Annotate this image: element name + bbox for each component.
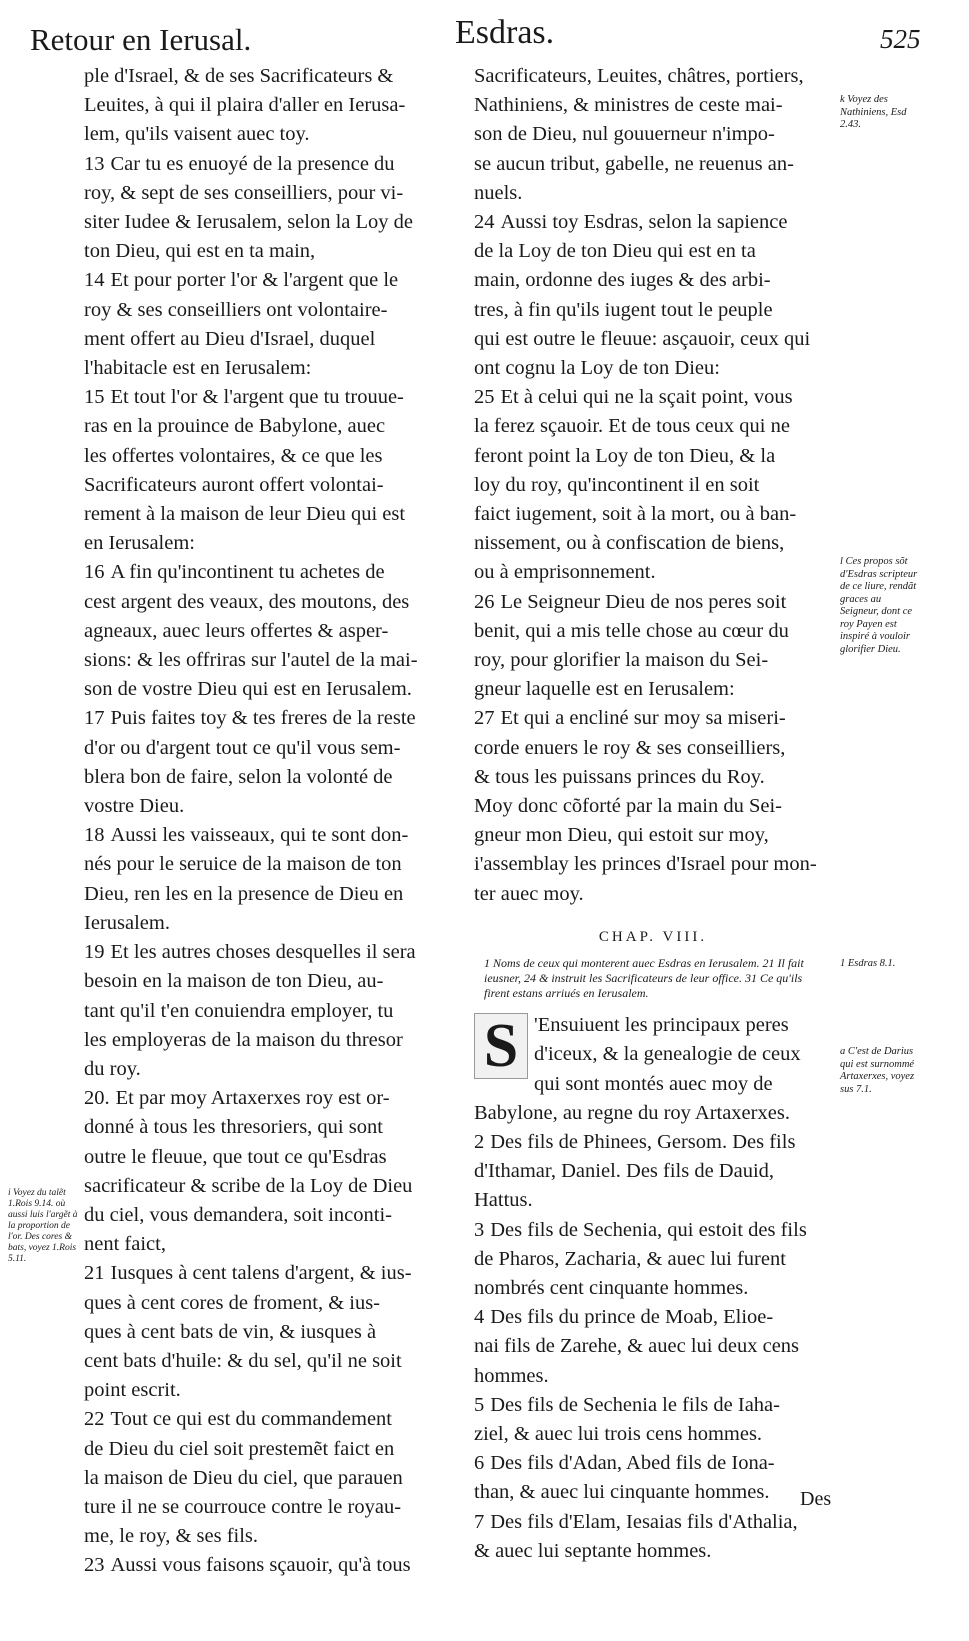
- text-line: [84, 1551, 440, 1580]
- text-line: [474, 1245, 832, 1274]
- verse-number: 13: [84, 152, 105, 175]
- text-line: [84, 938, 440, 967]
- left-verse: [84, 558, 440, 704]
- text-line: [84, 1464, 440, 1493]
- verse-text: nuels.: [474, 181, 523, 204]
- margin-note-a: a C'est de Darius qui est surnommé Artaxerxes, voyez sus 7.1.: [840, 1046, 915, 1095]
- text-line: [474, 558, 832, 587]
- book-title: Esdras.: [455, 14, 555, 51]
- verse-text: les employeras de la maison du thresor: [84, 1028, 403, 1051]
- verse-number: 16: [84, 561, 105, 584]
- right-verses: [474, 62, 832, 909]
- verse-number: 22: [84, 1408, 105, 1431]
- text-line: [84, 1405, 440, 1434]
- verse-number: 18: [84, 824, 105, 847]
- text-line: [84, 208, 440, 237]
- text-line: [474, 91, 832, 120]
- text-line: [534, 1040, 832, 1069]
- text-line: [474, 880, 832, 909]
- text-line: [474, 1274, 832, 1303]
- verse-number: 26: [474, 590, 495, 613]
- verse-text: Des fils de Sechenia, qui estoit des fils: [490, 1218, 807, 1241]
- margin-note-1: 1 Esdras 8.1.: [840, 958, 896, 969]
- verse-text: than, & auec lui cinquante hommes.: [474, 1481, 770, 1504]
- text-line: [474, 675, 832, 704]
- text-line: [474, 1449, 832, 1478]
- verse-text: Des fils d'Elam, Iesaias fils d'Athalia,: [490, 1510, 798, 1533]
- text-line: [474, 821, 832, 850]
- text-line: [84, 1289, 440, 1318]
- verse-text: Aussi toy Esdras, selon la sapience: [500, 211, 788, 234]
- verse-text: ple d'Israel, & de ses Sacrificateurs &: [84, 65, 394, 87]
- right-verse: [474, 383, 832, 587]
- text-line: [84, 675, 440, 704]
- verse-text: sacrificateur & scribe de la Loy de Dieu: [84, 1174, 413, 1197]
- text-line: [84, 1143, 440, 1172]
- verse-text: ques à cent cores de froment, & ius-: [84, 1291, 381, 1314]
- verse-text: roy, & sept de ses conseilliers, pour vi-: [84, 181, 404, 204]
- text-line: [84, 1435, 440, 1464]
- verse-text: gneur mon Dieu, qui estoit sur moy,: [474, 824, 769, 847]
- verse-text: feront point la Loy de ton Dieu, & la: [474, 444, 776, 467]
- verse-text: gneur laquelle est en Ierusalem:: [474, 678, 735, 701]
- verse-text: tres, à fin qu'ils iugent tout le peuple: [474, 298, 773, 321]
- verse-text: roy, pour glorifier la maison du Sei-: [474, 649, 769, 672]
- text-line: [84, 529, 440, 558]
- verse-text: A fin qu'incontinent tu achetes de: [110, 561, 385, 584]
- verse-text: Et par moy Artaxerxes roy est or-: [115, 1087, 390, 1110]
- text-line: [84, 997, 440, 1026]
- verse-text: les offertes volontaires, & ce que les: [84, 444, 383, 467]
- verse-text: de la Loy de ton Dieu qui est en ta: [474, 240, 756, 263]
- text-line: [474, 62, 832, 91]
- chapter-verse: [474, 1391, 832, 1449]
- text-line: [84, 354, 440, 383]
- text-line: [84, 1522, 440, 1551]
- verse-number: 3: [474, 1218, 485, 1241]
- text-line: [84, 1230, 440, 1259]
- text-line: [84, 1201, 440, 1230]
- text-line: [474, 412, 832, 441]
- verse-text: me, le roy, & ses fils.: [84, 1525, 259, 1548]
- chapter-verse: [474, 1303, 832, 1391]
- verse-text: Sacrificateurs auront offert volontai-: [84, 473, 384, 496]
- text-line: [474, 1157, 832, 1186]
- right-verse: [474, 208, 832, 383]
- right-verse: [474, 62, 832, 208]
- margin-note-k: k Voyez des Nathiniens, Esd 2.43.: [840, 94, 907, 130]
- text-line: [474, 1186, 832, 1215]
- verse-text: d'or ou d'argent tout ce qu'il vous sem-: [84, 736, 401, 759]
- text-line: [84, 62, 440, 91]
- text-line: [84, 734, 440, 763]
- text-line: [84, 296, 440, 325]
- text-line: [84, 558, 440, 587]
- text-line: [84, 383, 440, 412]
- verse-text: Moy donc cõforté par la main du Sei-: [474, 795, 782, 818]
- text-line: [84, 909, 440, 938]
- left-verse: [84, 1405, 440, 1551]
- text-line: [84, 792, 440, 821]
- verse-text: i'assemblay les princes d'Israel pour mon-: [474, 853, 817, 876]
- chapter-verses: [474, 1011, 832, 1566]
- verse-number: 15: [84, 386, 105, 409]
- text-line: [84, 412, 440, 441]
- text-line: [474, 325, 832, 354]
- text-line: [84, 646, 440, 675]
- verse-text: Des fils de Sechenia le fils de Iaha-: [490, 1393, 780, 1416]
- verse-text: outre le fleuue, que tout ce qu'Esdras: [84, 1145, 387, 1168]
- verse-number: 7: [474, 1510, 485, 1533]
- text-line: [534, 1011, 832, 1040]
- text-line: [84, 1055, 440, 1084]
- text-line: [84, 1493, 440, 1522]
- verse-text: Des fils du prince de Moab, Elioe-: [490, 1306, 774, 1329]
- verse-text: Dieu, ren les en la presence de Dieu en: [84, 882, 404, 905]
- verse-text: Des fils d'Adan, Abed fils de Iona-: [490, 1452, 775, 1475]
- verse-text: la ferez sçauoir. Et de tous ceux qui ne: [474, 415, 790, 438]
- text-line: [474, 266, 832, 295]
- verse-text: Hattus.: [474, 1189, 533, 1212]
- verse-text: d'Ithamar, Daniel. Des fils de Dauid,: [474, 1160, 775, 1183]
- verse-text: nombrés cent cinquante hommes.: [474, 1276, 749, 1299]
- text-line: [84, 763, 440, 792]
- text-line: [84, 179, 440, 208]
- verse-text: Sacrificateurs, Leuites, châtres, portiers,: [474, 65, 804, 87]
- text-line: [474, 1362, 832, 1391]
- verse-text: & tous les puissans princes du Roy.: [474, 765, 765, 788]
- verse-text: de Pharos, Zacharia, & auec lui furent: [474, 1247, 786, 1270]
- verse-text: Et à celui qui ne la sçait point, vous: [500, 386, 793, 409]
- verse-number: 19: [84, 941, 105, 964]
- text-line: [474, 1537, 832, 1566]
- text-line: [84, 967, 440, 996]
- chapter-verse: [474, 1216, 832, 1304]
- text-line: [84, 1084, 440, 1113]
- verse-text: nai fils de Zarehe, & auec lui deux cens: [474, 1335, 800, 1358]
- text-line: [84, 1026, 440, 1055]
- text-line: [84, 1172, 440, 1201]
- drop-cap: S: [474, 1013, 528, 1079]
- verse-text: loy du roy, qu'incontinent il en soit: [474, 473, 760, 496]
- verse-text: lem, qu'ils vaisent auec toy.: [84, 123, 310, 146]
- left-verse: [84, 821, 440, 938]
- verse-text: la maison de Dieu du ciel, que parauen: [84, 1466, 403, 1489]
- verse-text: tant qu'il t'en conuiendra employer, tu: [84, 999, 394, 1022]
- text-line: [84, 1259, 440, 1288]
- text-line: [474, 150, 832, 179]
- text-line: [534, 1070, 832, 1099]
- verse-text: qui est outre le fleuue: asçauoir, ceux qui: [474, 327, 811, 350]
- text-line: [474, 471, 832, 500]
- verse-text: ton Dieu, qui est en ta main,: [84, 240, 316, 263]
- left-verse: [84, 938, 440, 1084]
- verse-text: Tout ce qui est du commandement: [110, 1408, 393, 1431]
- verse-text: agneaux, auec leurs offertes & asper-: [84, 619, 389, 642]
- text-line: [474, 792, 832, 821]
- chapter-verse: [474, 1508, 832, 1566]
- text-line: [474, 354, 832, 383]
- text-line: [474, 208, 832, 237]
- text-line: [474, 1420, 832, 1449]
- text-line: [474, 763, 832, 792]
- text-line: [474, 850, 832, 879]
- verse-number: 17: [84, 707, 105, 730]
- verse-number: 14: [84, 269, 105, 292]
- verse-number: 2: [474, 1130, 485, 1153]
- verse-text: en Ierusalem:: [84, 532, 195, 555]
- verse-text: ter auec moy.: [474, 882, 584, 905]
- verse-text: Des fils de Phinees, Gersom. Des fils: [490, 1130, 796, 1153]
- verse-text: du roy.: [84, 1057, 141, 1080]
- left-column: [84, 62, 440, 1581]
- verse-text: ont cognu la Loy de ton Dieu:: [474, 357, 720, 380]
- right-column: [474, 62, 832, 1566]
- text-line: [474, 383, 832, 412]
- text-line: [84, 1347, 440, 1376]
- text-line: [84, 471, 440, 500]
- left-verse: [84, 266, 440, 383]
- text-line: [84, 617, 440, 646]
- text-line: [474, 529, 832, 558]
- text-line: [474, 1508, 832, 1537]
- chapter-summary: 1 Noms de ceux qui monterent auec Esdras en Ierusalem. 21 Il fait ieusner, 24 & instruit les Sacrificateurs de leur office. 31 Ce qu'ils firent estans arriués en Ierusalem.: [484, 956, 804, 1001]
- catchword: Des: [800, 1488, 832, 1510]
- running-head: [0, 14, 969, 64]
- verse-number: 27: [474, 707, 495, 730]
- verse-text: son de vostre Dieu qui est en Ierusalem.: [84, 678, 412, 701]
- verse-text: point escrit.: [84, 1379, 181, 1402]
- verse-text: ziel, & auec lui trois cens hommes.: [474, 1422, 763, 1445]
- verse-text: cent bats d'huile: & du sel, qu'il ne soit: [84, 1349, 402, 1372]
- text-line: [474, 1391, 832, 1420]
- text-line: [84, 588, 440, 617]
- text-line: [84, 821, 440, 850]
- verse-text: Et qui a encliné sur moy sa miseri-: [500, 707, 786, 730]
- verse-text: corde enuers le roy & ses conseilliers,: [474, 736, 786, 759]
- verse-text: besoin en la maison de ton Dieu, au-: [84, 970, 384, 993]
- text-line: [474, 296, 832, 325]
- verse-text: benit, qui a mis telle chose au cœur du: [474, 619, 789, 642]
- chapter-verse: [474, 1128, 832, 1216]
- text-line: [474, 734, 832, 763]
- text-line: [84, 237, 440, 266]
- verse-text: Aussi les vaisseaux, qui te sont don-: [110, 824, 409, 847]
- verse-text: rement à la maison de leur Dieu qui est: [84, 503, 406, 526]
- text-line: [84, 500, 440, 529]
- verse-text: Babylone, au regne du roy Artaxerxes.: [474, 1101, 790, 1124]
- verse-text: Et les autres choses desquelles il sera: [110, 941, 416, 964]
- text-line: [474, 617, 832, 646]
- chapter-verse: [474, 1449, 832, 1507]
- verse-number: 20.: [84, 1087, 110, 1110]
- verse-text: hommes.: [474, 1364, 549, 1387]
- verse-text: ras en la prouince de Babylone, auec: [84, 415, 386, 438]
- verse-text: Nathiniens, & ministres de ceste mai-: [474, 94, 783, 117]
- verse-text: ture il ne se courrouce contre le royau-: [84, 1495, 402, 1518]
- text-line: [474, 1128, 832, 1157]
- verse-text: Le Seigneur Dieu de nos peres soit: [500, 590, 787, 613]
- text-line: [474, 704, 832, 733]
- verse-text: ques à cent bats de vin, & iusques à: [84, 1320, 377, 1343]
- text-line: [84, 704, 440, 733]
- verse-number: 6: [474, 1452, 485, 1475]
- text-line: [84, 120, 440, 149]
- text-line: [474, 1216, 832, 1245]
- verse-text: & auec lui septante hommes.: [474, 1539, 712, 1562]
- verse-text: ment offert au Dieu d'Israel, duquel: [84, 327, 376, 350]
- verse-text: nissement, ou à confiscation de biens,: [474, 532, 785, 555]
- verse-text: Car tu es enuoyé de la presence du: [110, 152, 395, 175]
- text-line: [474, 442, 832, 471]
- verse-text: Et tout l'or & l'argent que tu trouue-: [110, 386, 404, 409]
- verse-text: nent faict,: [84, 1233, 166, 1256]
- verse-text: Et pour porter l'or & l'argent que le: [110, 269, 399, 292]
- verse-text: Ierusalem.: [84, 911, 170, 934]
- text-line: [84, 325, 440, 354]
- verse-text: ou à emprisonnement.: [474, 561, 656, 584]
- verse-number: 5: [474, 1393, 485, 1416]
- margin-note-l: l Ces propos sõt d'Esdras scripteur de ce liure, rendãt graces au Seigneur, dont ce roy Payen est inspiré à vouloir glorifier Dieu.: [840, 556, 918, 655]
- verse-number: 21: [84, 1262, 105, 1285]
- right-verse: [474, 704, 832, 908]
- text-line: [84, 1318, 440, 1347]
- left-verse: [84, 383, 440, 558]
- verse-text: Aussi vous faisons sçauoir, qu'à tous: [110, 1554, 411, 1577]
- verse-text: roy & ses conseilliers ont volontaire-: [84, 298, 388, 321]
- verse-text: sions: & les offriras sur l'autel de la mai-: [84, 649, 418, 672]
- text-line: [84, 442, 440, 471]
- verse-number: 23: [84, 1554, 105, 1577]
- text-line: [474, 237, 832, 266]
- left-verse: [84, 1551, 440, 1580]
- verse-text: Leuites, à qui il plaira d'aller en Ierusa-: [84, 94, 406, 117]
- verse-text: 'Ensuiuent les principaux peres: [534, 1014, 789, 1037]
- left-verse: [84, 1084, 440, 1259]
- verse-text: main, ordonne des iuges & des arbi-: [474, 269, 771, 292]
- text-line: [474, 120, 832, 149]
- verse-text: l'habitacle est en Ierusalem:: [84, 357, 312, 380]
- text-line: [474, 500, 832, 529]
- text-line: [474, 1332, 832, 1361]
- text-line: [474, 1099, 832, 1128]
- left-verse: [84, 704, 440, 821]
- verse-text: se aucun tribut, gabelle, ne reuenus an-: [474, 152, 794, 175]
- verse-text: siter Iudee & Ierusalem, selon la Loy de: [84, 211, 414, 234]
- verse-number: 25: [474, 386, 495, 409]
- margin-note-i: i Voyez du talẽt 1.Rois 9.14. où aussi luis l'argẽt à la proportion de l'or. Des cores & bats, voyez 1.Rois 5.11.: [8, 1188, 78, 1264]
- verse-number: 4: [474, 1306, 485, 1329]
- verse-text: du ciel, vous demandera, soit inconti-: [84, 1203, 392, 1226]
- text-line: [84, 1113, 440, 1142]
- verse-text: blera bon de faire, selon la volonté de: [84, 765, 393, 788]
- verse-text: Puis faites toy & tes freres de la reste: [110, 707, 416, 730]
- verse-text: vostre Dieu.: [84, 795, 185, 818]
- left-verse: [84, 1259, 440, 1405]
- verse-number: 24: [474, 211, 495, 234]
- verse-text: donné à tous les thresoriers, qui sont: [84, 1116, 383, 1139]
- running-title: Retour en Ierusal.: [30, 22, 252, 57]
- left-verse: [84, 62, 440, 150]
- text-line: [84, 150, 440, 179]
- text-line: [84, 266, 440, 295]
- text-line: [474, 179, 832, 208]
- right-verse: [474, 588, 832, 705]
- text-line: [474, 1478, 832, 1507]
- verse-text: son de Dieu, nul gouuerneur n'impo-: [474, 123, 775, 146]
- verse-text: cest argent des veaux, des moutons, des: [84, 590, 410, 613]
- text-line: [474, 1303, 832, 1332]
- page-number: 525: [880, 24, 921, 54]
- verse-text: de Dieu du ciel soit prestemẽt faict en: [84, 1437, 395, 1460]
- text-line: [84, 880, 440, 909]
- verse-text: nés pour le seruice de la maison de ton: [84, 853, 402, 876]
- text-line: [84, 850, 440, 879]
- text-line: [84, 1376, 440, 1405]
- chapter-heading: CHAP. VIII.: [598, 928, 708, 945]
- verse-text: qui sont montés auec moy de: [534, 1072, 773, 1095]
- text-line: [474, 588, 832, 617]
- left-verse: [84, 150, 440, 267]
- text-line: [84, 91, 440, 120]
- text-line: [474, 646, 832, 675]
- verse-text: d'iceux, & la genealogie de ceux: [534, 1043, 801, 1066]
- verse-text: faict iugement, soit à la mort, ou à ban-: [474, 503, 797, 526]
- verse-text: Iusques à cent talens d'argent, & ius-: [110, 1262, 412, 1285]
